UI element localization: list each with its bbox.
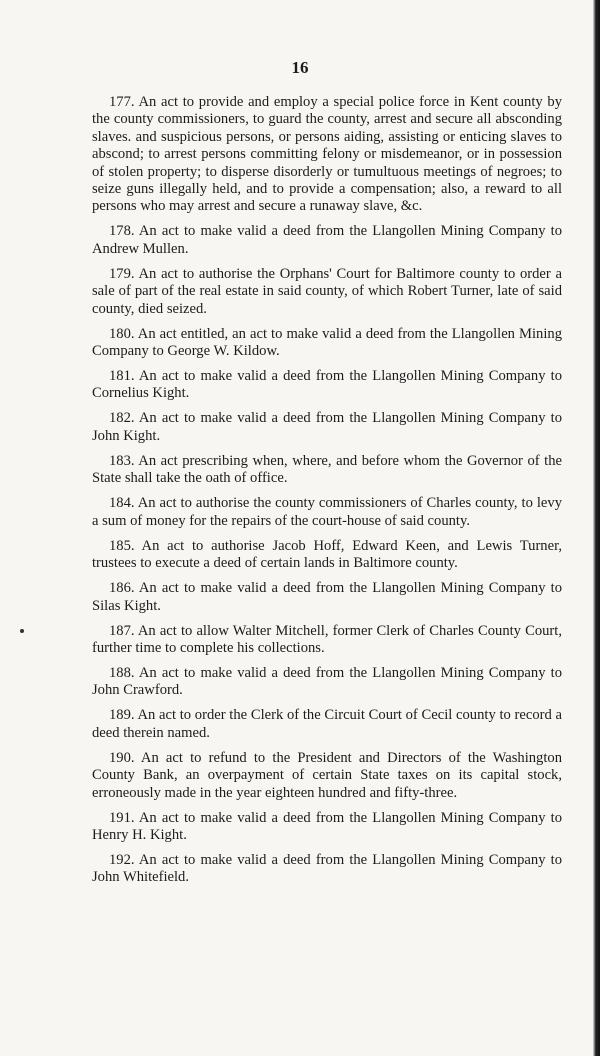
page-number: 16 [291, 58, 309, 77]
act-entry-188: 188. An act to make valid a deed from the Llangollen Mining Company to John Crawford. [92, 664, 562, 699]
acts-list [92, 94, 562, 894]
act-entry-186: 186. An act to make valid a deed from the Llangollen Mining Company to Silas Kight. [92, 580, 562, 614]
act-entry-185: 185. An act to authorise Jacob Hoff, Edward Keen, and Lewis Turner, trustees to execute a deed of certain lands in Baltimore county. [92, 537, 562, 572]
act-entry-177: 177. An act to provide and employ a special police force in Kent county by the county commissioners, to guard the county, arrest and secure all absconding slaves. and suspicious persons, or persons aiding, assisting or enticing slaves to abscond; to arrest persons committing felony or misdemeanor, or in possession of stolen property; to disperse disorderly or tumultuous meetings of negroes; to seize guns illegally held, and to provide a compensation; also, a reward to all persons who may arrest and secure a runaway slave, &c. [92, 94, 562, 215]
act-entry-180: 180. An act entitled, an act to make valid a deed from the Llangollen Mining Company to George W. Kildow. [92, 325, 562, 360]
act-entry-181: 181. An act to make valid a deed from the Llangollen Mining Company to Cornelius Kight. [92, 368, 562, 402]
act-entry-189: 189. An act to order the Clerk of the Circuit Court of Cecil county to record a deed therein named. [92, 707, 562, 741]
act-entry-179: 179. An act to authorise the Orphans' Court for Baltimore county to order a sale of part of the real estate in said county, of which Robert Turner, late of said county, died seized. [92, 265, 562, 317]
act-entry-187: 187. An act to allow Walter Mitchell, former Clerk of Charles County Court, further time to complete his collections. [92, 622, 562, 656]
act-entry-191: 191. An act to make valid a deed from the Llangollen Mining Company to Henry H. Kight. [92, 809, 562, 843]
act-entry-190: 190. An act to refund to the President and Directors of the Washington County Bank, an overpayment of certain State taxes on its capital stock, erroneously made in the year eighteen hundred and fifty-three. [92, 749, 562, 801]
act-entry-182: 182. An act to make valid a deed from the Llangollen Mining Company to John Kight. [92, 410, 562, 444]
act-entry-192: 192. An act to make valid a deed from the Llangollen Mining Company to John Whitefield. [92, 851, 562, 886]
scan-speck [20, 629, 24, 633]
scan-edge-shadow [593, 0, 600, 1056]
act-entry-183: 183. An act prescribing when, where, and before whom the Governor of the State shall take the oath of office. [92, 452, 562, 487]
act-entry-184: 184. An act to authorise the county commissioners of Charles county, to levy a sum of money for the repairs of the court-house of said county. [92, 495, 562, 529]
act-entry-178: 178. An act to make valid a deed from the Llangollen Mining Company to Andrew Mullen. [92, 223, 562, 257]
